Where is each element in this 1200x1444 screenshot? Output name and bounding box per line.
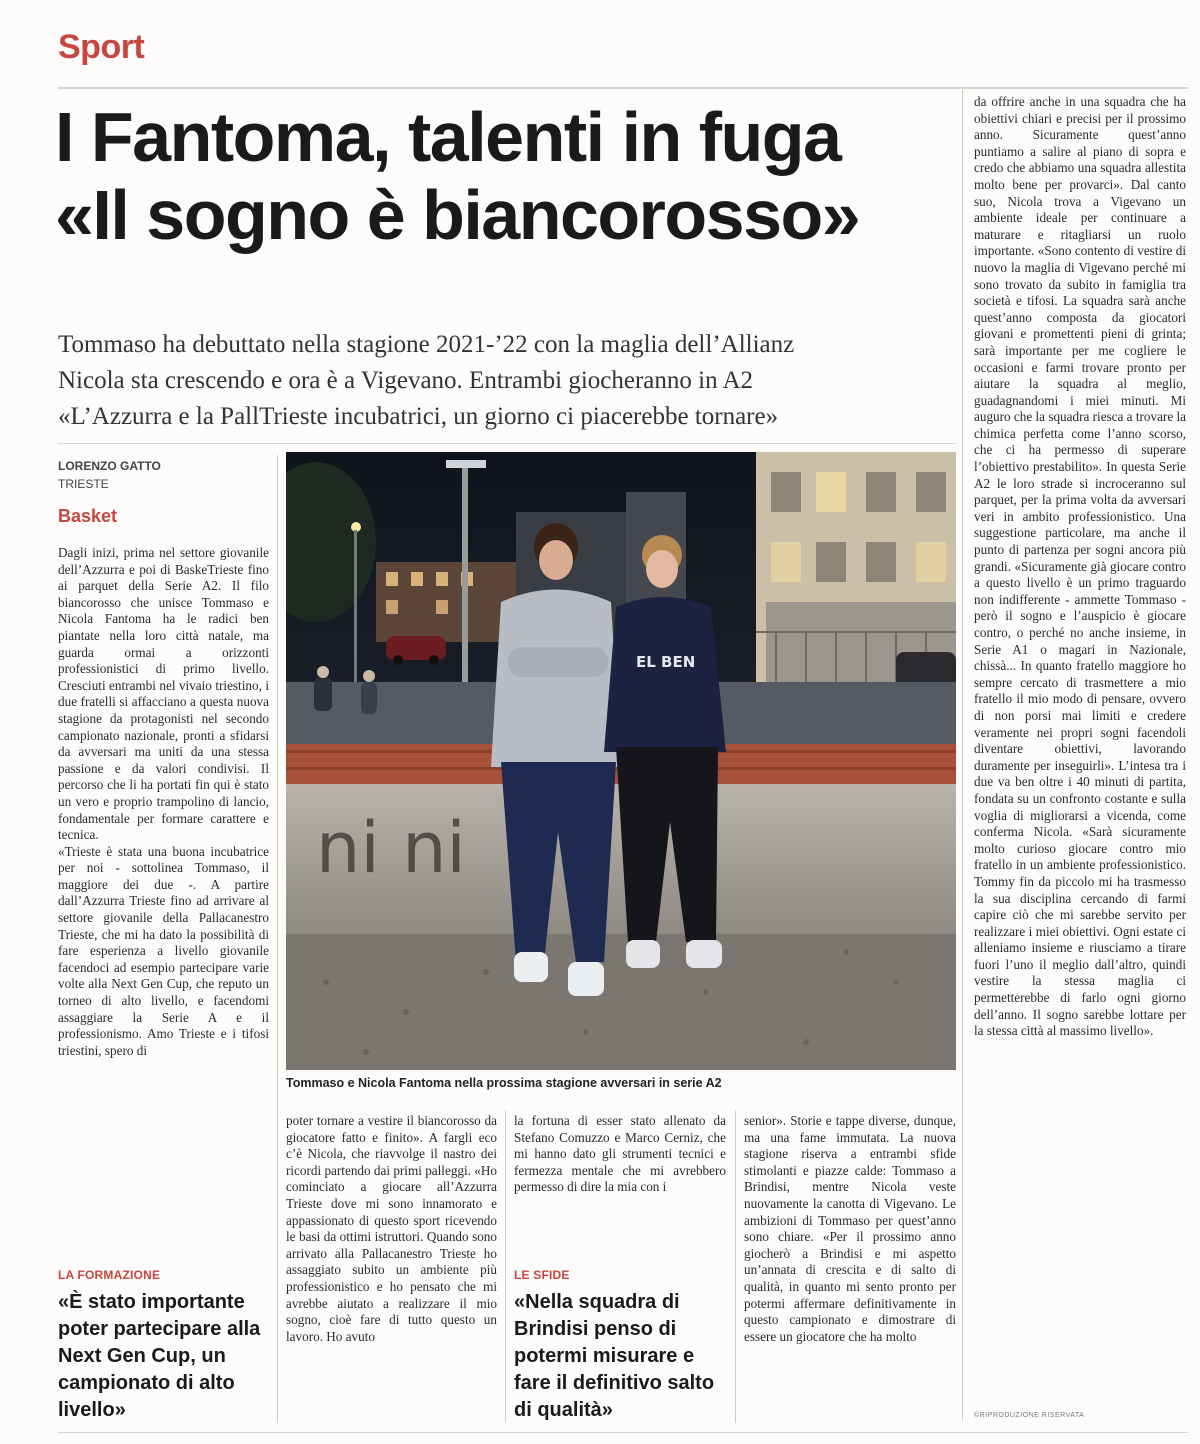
- column-4-text: senior». Storie e tappe diverse, dunque, ma una fame immutata. La nuova stagione riserva a entrambi sfide stimolanti e piazze calde: Tommaso a Brindisi, mentre Nicola veste nuovamente la canotta di Vigevano. Le ambizioni di Tommaso per quest’anno sono chiare. «Per il prossimo anno giocherò a Brindisi e mi aspetto un’annata di crescita e di salto di qualità, in quanto mi sento pronto per potermi affermare definitivamente in questo campionato e dimostrare di essere un giocatore che ha molto: [744, 1113, 956, 1344]
- kicker-sfide: LE SFIDE: [514, 1268, 570, 1282]
- column-2: [286, 1113, 497, 1423]
- byline-author: LORENZO GATTO: [58, 459, 161, 473]
- deck-line-1: Tommaso ha debuttato nella stagione 2021-’22 con la maglia dell’Allianz: [58, 331, 795, 358]
- byline: [58, 457, 161, 493]
- copyright-notice: ©RIPRODUZIONE RISERVATA: [974, 1412, 1085, 1419]
- column-3-text: la fortuna di esser stato allenato da Stefano Comuzzo e Marco Cerniz, che mi hanno dato gli strumenti tecnici e fermezza mentale che mi avrebbero permesso di dire la mia con i: [514, 1113, 726, 1195]
- photo-caption: Tommaso e Nicola Fantoma nella prossima stagione avversari in serie A2: [286, 1076, 722, 1090]
- deck: [58, 327, 958, 435]
- column-1: [58, 545, 269, 1225]
- kicker-formazione: LA FORMAZIONE: [58, 1268, 161, 1282]
- deck-line-3: «L’Azzurra e la PallTrieste incubatrici, un giorno ci piacerebbe tornare»: [58, 403, 779, 430]
- column-2-text: poter tornare a vestire il biancorosso da giocatore fatto e finito». A fargli eco c’è Nicola, che riavvolge il nastro dei ricordi partendo dai primi palleggi. «Ho cominciato a giocare all’Azzurra Trieste dove mi sono innamorato e appassionato di questo sport ricevendo le basi da ottimi istruttori. Quando sono arrivato alla Pallacanestro Trieste ho assaggiato subito un ambiente più professionistico e ho pensato che mi avrebbe aiutato a realizzare il mio sogno, cioè fare di tutto questo un lavoro. Ho avuto: [286, 1113, 497, 1344]
- column-3: [514, 1113, 726, 1233]
- deck-line-2: Nicola sta crescendo e ora è a Vigevano. Entrambi giocheranno in A2: [58, 367, 754, 394]
- shirt-text: EL BEN: [636, 653, 696, 671]
- deck-rule: [58, 443, 956, 444]
- column-1-paragraph-1: Dagli inizi, prima nel settore giovanile dell’Azzurra e poi di BaskeTrieste fino ai parquet della Serie A2. Il filo biancorosso che unisce Tommaso e Nicola Fantoma ha le radici ben piantate nella loro città natale, ma guarda ormai a orizzonti professionistici di primo livello. Cresciuti entrambi nel vivaio triestino, i due fratelli si affacciano a questa nuova stagione da protagonisti nel secondo campionato nazionale, pronti a sfidarsi da avversari ma uniti da una stessa passione e da valori condivisi. Il percorso che li ha portati fin qui è stato un vero e proprio trampolino di lancio, fondamentale per formare carattere e tecnica.: [58, 545, 269, 843]
- photo-illustration: [286, 452, 956, 1070]
- pull-quote-2: «Nella squadra di Brindisi penso di potermi misurare e fare il definitivo salto di qualità»: [514, 1291, 715, 1421]
- byline-city: TRIESTE: [58, 477, 109, 491]
- headline-line-1: I Fantoma, talenti in fuga: [55, 98, 841, 176]
- headline: [55, 98, 955, 254]
- column-divider-1: [277, 455, 278, 1423]
- column-divider-2: [505, 1110, 506, 1423]
- pull-quote-1: «È stato importante poter partecipare alla Next Gen Cup, un campionato di alto livello»: [58, 1291, 261, 1421]
- photo-brothers: [286, 452, 956, 1070]
- column-divider-right: [962, 90, 963, 1420]
- column-1-paragraph-2: «Trieste è stata una buona incubatrice per noi - sottolinea Tommaso, il maggiore dei due -. A partire dall’Azzurra Trieste fino ad arrivare al settore giovanile della Pallacanestro Trieste, che mi ha dato la possibilità di fare esperienza a livello giovanile facendoci ad esempio partecipare varie volte alla Next Gen Cup, che reputo un torneo di alto livello, e facendomi assaggiare la Serie A e il professionismo. Amo Trieste e i tifosi triestini, spero di: [58, 843, 269, 1058]
- top-rule: [58, 87, 1188, 89]
- column-5-text: da offrire anche in una squadra che ha obiettivi chiari e precisi per il prossimo anno. Sicuramente quest’anno puntiamo a salire al piano di sopra e credo che abbiamo una squadra allestita molto bene per provarci». Dal canto suo, Nicola trova a Vigevano un ambiente ideale per continuare a maturare e ritagliarsi un ruolo importante. «Sono contento di vestire di nuovo la maglia di Vigevano perché mi sono trovato da subito in famiglia tra società e tifosi. La squadra sarà anche quest’anno composta da giocatori giovani e promettenti pieni di grinta; sarà importante per me cogliere le occasioni e farmi trovare pronto per aiutare la squadra al meglio, guadagnandomi i miei minuti. Mi auguro che la squadra riesca a trovare la chimica perfetta come l’anno scorso, che ci ha permesso di superare l’obiettivo prestabilito». In questa Serie A2 le loro strade si incroceranno sul parquet, per la prima volta da avversari veri in ambito professionistico. Una suggestione particolare, ma anche il punto di partenza per sogni ancora più grandi. «Sicuramente già giocare contro a questo livello è un primo traguardo non indifferente - ammette Tommaso - però il sogno e l’auspicio è giocare contro, o perché no anche insieme, in Serie A1 o magari in Nazionale, chissà... In quanto fratello maggiore ho sempre cercato di trasmettere a mio fratello il mio modo di pensare, ovvero di non porsi mai limiti e credere veramente nei propri sogni facendoli diventare obiettivi, lavorando duramente per inseguirli». L’intesa tra i due va ben oltre i 40 minuti di partita, fondata su un confronto costante e sulla voglia di migliorarsi a vicenda, come conferma Nicola. «Sarà sicuramente molto curioso giocare contro mio fratello in un ambiente professionistico. Tommy fin da piccolo mi ha trasmesso la sua disciplina cercando di farmi capire ciò che mi sarebbe servito per realizzare i miei obiettivi. Ogni estate ci alleniamo insieme e riusciamo a tirare fuori l’uno il meglio dall’altro, quindi vestire la stessa maglia ci permetterebbe di farlo ogni giorno dell’anno. Il sogno sarebbe lottare per la stessa città al massimo livello».: [974, 94, 1186, 1039]
- column-divider-3: [735, 1110, 736, 1423]
- column-5: [974, 94, 1186, 1408]
- section-label: Sport: [58, 28, 145, 66]
- headline-line-2: «Il sogno è biancorosso»: [55, 176, 860, 254]
- bottom-rule: [58, 1432, 1188, 1433]
- wall-graffiti: ni ni: [316, 807, 466, 889]
- category-tag: Basket: [58, 506, 118, 526]
- column-4: [744, 1113, 956, 1423]
